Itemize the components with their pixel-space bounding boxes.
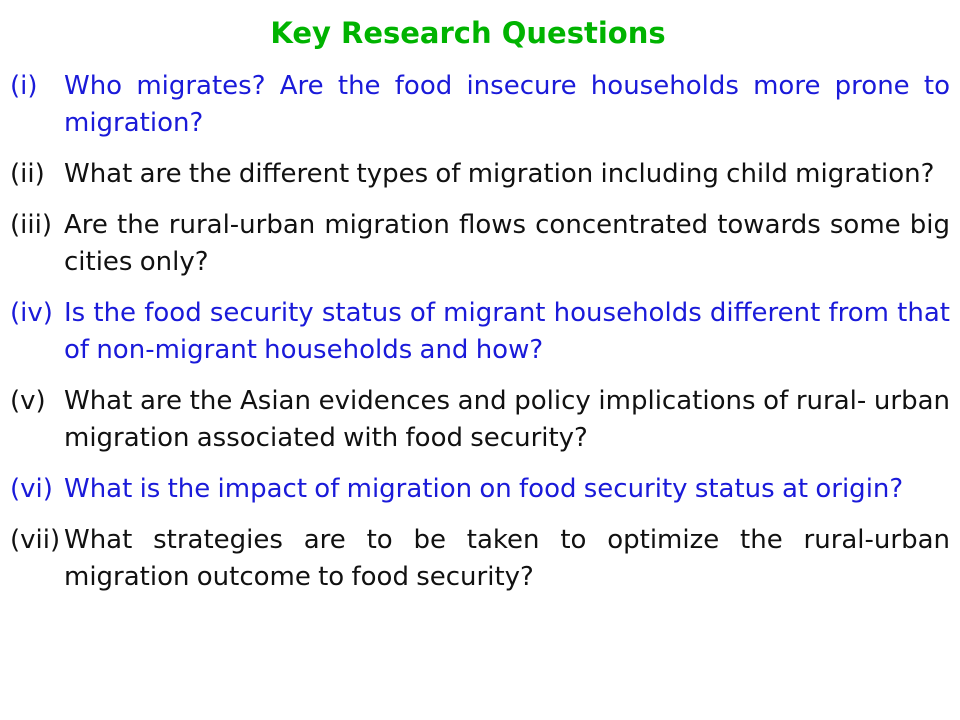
question-number: (ii) — [10, 159, 45, 189]
slide-title: Key Research Questions — [270, 16, 666, 50]
question-item — [10, 295, 950, 369]
question-item — [10, 471, 950, 508]
question-number: (i) — [10, 71, 38, 101]
question-item — [10, 522, 950, 596]
question-item — [10, 207, 950, 281]
question-text: What strategies are to be taken to optimize the rural-urban migration outcome to food security? — [64, 525, 950, 592]
question-text: Is the food security status of migrant households different from that of non-migrant households and how? — [64, 298, 950, 365]
question-number: (vii) — [10, 525, 61, 555]
question-text: Are the rural-urban migration flows concentrated towards some big cities only? — [64, 210, 950, 277]
question-text: What are the Asian evidences and policy implications of rural- urban migration associated with food security? — [64, 386, 950, 453]
question-number: (v) — [10, 386, 46, 416]
question-number: (iii) — [10, 210, 52, 240]
question-item — [10, 156, 950, 193]
question-text: Who migrates? Are the food insecure households more prone to migration? — [64, 71, 950, 138]
question-text: What are the different types of migration including child migration? — [64, 159, 935, 189]
question-item — [10, 383, 950, 457]
question-text: What is the impact of migration on food security status at origin? — [64, 474, 904, 504]
question-number: (vi) — [10, 474, 53, 504]
question-list — [10, 68, 950, 610]
question-item — [10, 68, 950, 142]
question-number: (iv) — [10, 298, 53, 328]
